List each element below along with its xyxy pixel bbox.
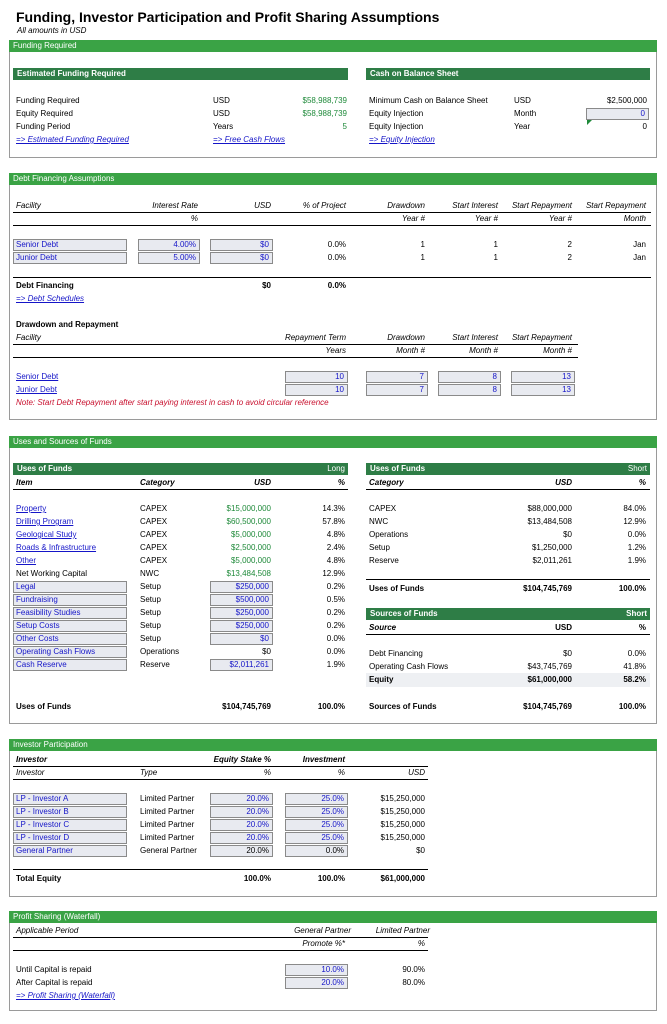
profit-after-gp-input[interactable]	[285, 977, 348, 989]
debt-total-usd: $0	[262, 281, 271, 290]
profit-until-label: Until Capital is repaid	[16, 965, 92, 974]
uses-row-3-item[interactable]: Roads & Infrastructure	[16, 543, 97, 552]
investor-row-0-name-input[interactable]	[13, 793, 127, 805]
investor-row-0-investment: 25.0%	[321, 794, 344, 803]
dr-senior-term: 10	[335, 372, 344, 381]
profit-col-gp: General Partner	[294, 926, 351, 935]
uses-long-total-pct: 100.0%	[317, 702, 345, 711]
investor-row-2-type: Limited Partner	[140, 820, 195, 829]
profit-header-rule-2	[13, 950, 428, 951]
sources-col-pct: %	[638, 623, 646, 632]
uses-row-9-item-input[interactable]	[13, 620, 127, 632]
junior-debt-rate: 5.00%	[173, 253, 196, 262]
investor-row-2-investment-input[interactable]	[285, 819, 348, 831]
debt-col-facility: Facility	[16, 201, 41, 210]
source-equity-pct: 58.2%	[623, 675, 646, 684]
inv-total-usd: $61,000,000	[380, 874, 425, 883]
uses-short-row-1-pct: 12.9%	[623, 517, 646, 526]
uses-short-row-2-usd: $0	[563, 530, 572, 539]
sources-total-label: Sources of Funds	[369, 702, 437, 711]
dr-junior-drawdown: 7	[419, 385, 424, 394]
uses-row-5-usd: $13,484,508	[226, 569, 271, 578]
source-equity-label: Equity	[369, 675, 394, 684]
min-cash-unit: USD	[514, 96, 531, 105]
investor-row-4-stake: 20.0%	[246, 846, 269, 855]
investor-row-2-name-input[interactable]	[13, 819, 127, 831]
dr-junior-interest: 8	[492, 385, 497, 394]
senior-debt-name-input[interactable]	[13, 239, 127, 251]
debt-col-rate: Interest Rate	[152, 201, 198, 210]
debt-col-start-repay: Start Repayment	[511, 201, 572, 210]
debt-col-rate-unit: %	[190, 214, 198, 223]
senior-debt-pct: 0.0%	[327, 240, 346, 249]
uses-row-7-item: Fundraising	[16, 595, 58, 604]
uses-row-11-category: Operations	[140, 647, 180, 656]
uses-row-6-item: Legal	[16, 582, 36, 591]
uses-row-12-usd: $2,011,261	[229, 660, 269, 669]
profit-after-gp: 20.0%	[321, 978, 344, 987]
inv-col-stake-unit: %	[263, 768, 271, 777]
equity-injection-link[interactable]: => Equity Injection	[369, 135, 435, 144]
uses-row-2-usd: $5,000,000	[230, 530, 271, 539]
senior-debt-rate-input[interactable]	[138, 239, 200, 251]
uses-row-7-pct: 0.5%	[326, 595, 345, 604]
uses-row-10-item-input[interactable]	[13, 633, 127, 645]
senior-debt-usd: $0	[260, 240, 269, 249]
source-debt-label: Debt Financing	[369, 649, 423, 658]
investor-row-3-usd: $15,250,000	[380, 833, 425, 842]
uses-row-1-usd: $60,500,000	[226, 517, 271, 526]
page-title: Funding, Investor Participation and Profit Sharing Assumptions	[16, 9, 440, 25]
uses-long-total-label: Uses of Funds	[16, 702, 72, 711]
uses-row-6-usd-input[interactable]	[210, 581, 273, 593]
debt-col-start-repay-unit: Year #	[548, 214, 572, 223]
investor-row-1-investment-input[interactable]	[285, 806, 348, 818]
senior-debt-repay: 2	[567, 240, 572, 249]
investor-row-4-usd: $0	[416, 846, 425, 855]
uses-short-row-0-usd: $88,000,000	[527, 504, 572, 513]
uses-col-pct: %	[337, 478, 345, 487]
inv-col-stake: Equity Stake %	[213, 755, 271, 764]
free-cash-flows-link[interactable]: => Free Cash Flows	[213, 135, 286, 144]
uses-long-total-usd: $104,745,769	[222, 702, 271, 711]
profit-header-rule	[13, 937, 428, 938]
uses-row-0-category: CAPEX	[140, 504, 168, 513]
uses-short-row-2-pct: 0.0%	[627, 530, 646, 539]
uses-short-row-0-category: CAPEX	[369, 504, 397, 513]
profit-col-lp: Limited Partner	[375, 926, 430, 935]
debt-col-start-repay-month-unit: Month	[623, 214, 646, 223]
uses-short-header	[366, 463, 650, 475]
debt-col-usd: USD	[254, 201, 271, 210]
uses-row-9-usd: $250,000	[235, 621, 269, 630]
uses-row-6-item-input[interactable]	[13, 581, 127, 593]
sources-tag: Short	[626, 609, 647, 618]
investor-row-4-stake-input[interactable]	[210, 845, 273, 857]
dr-junior-repay-input[interactable]	[511, 384, 575, 396]
uses-row-1-item[interactable]: Drilling Program	[16, 517, 74, 526]
investor-row-2-name: LP - Investor C	[16, 820, 70, 829]
investor-row-0-stake-input[interactable]	[210, 793, 273, 805]
uses-row-10-item: Other Costs	[16, 634, 59, 643]
min-cash-label: Minimum Cash on Balance Sheet	[369, 96, 488, 105]
source-ocf-pct: 41.8%	[623, 662, 646, 671]
uses-sources-section-bar: Uses and Sources of Funds	[9, 436, 657, 448]
senior-debt-drawdown: 1	[420, 240, 425, 249]
profit-section-bar: Profit Sharing (Waterfall)	[9, 911, 657, 923]
dr-senior-repay: 13	[562, 372, 571, 381]
junior-debt-name-input[interactable]	[13, 252, 127, 264]
dr-col-term: Repayment Term	[284, 333, 346, 342]
uses-row-8-usd-input[interactable]	[210, 607, 273, 619]
investor-row-3-type: Limited Partner	[140, 833, 195, 842]
estimated-funding-header: Estimated Funding Required	[13, 68, 348, 80]
investor-row-4-investment: 0.0%	[325, 846, 344, 855]
debt-total-pct: 0.0%	[327, 281, 346, 290]
uses-short-row-4-category: Reserve	[369, 556, 399, 565]
profit-col-gp-unit: Promote %*	[302, 939, 345, 948]
uses-row-10-category: Setup	[140, 634, 161, 643]
investor-row-3-stake-input[interactable]	[210, 832, 273, 844]
inv-col-investment: Investment	[302, 755, 345, 764]
source-equity-usd: $61,000,000	[527, 675, 572, 684]
profit-until-lp: 90.0%	[402, 965, 425, 974]
uses-long-tag: Long	[327, 464, 345, 473]
senior-debt-interest: 1	[493, 240, 498, 249]
inv-col-usd: USD	[408, 768, 425, 777]
dr-senior-interest-input[interactable]	[438, 371, 501, 383]
debt-col-start-repay-month: Start Repayment	[585, 201, 646, 210]
debt-col-drawdown-unit: Year #	[401, 214, 425, 223]
profit-after-lp: 80.0%	[402, 978, 425, 987]
equity-required-unit: USD	[213, 109, 230, 118]
investor-row-1-name: LP - Investor B	[16, 807, 69, 816]
dr-header-rule	[13, 344, 578, 345]
sources-col-source: Source	[369, 623, 397, 632]
debt-header-rule	[13, 212, 651, 213]
equity-injection-year-label: Equity Injection	[369, 122, 424, 131]
sources-total-pct: 100.0%	[618, 702, 646, 711]
profit-col-period: Applicable Period	[16, 926, 79, 935]
uses-row-7-item-input[interactable]	[13, 594, 127, 606]
dr-col-interest-unit: Month #	[469, 346, 498, 355]
uses-row-9-pct: 0.2%	[326, 621, 345, 630]
uses-short-row-1-usd: $13,484,508	[527, 517, 572, 526]
uses-row-3-pct: 2.4%	[326, 543, 345, 552]
inv-total-investment: 100.0%	[317, 874, 345, 883]
profit-sharing-link[interactable]: => Profit Sharing (Waterfall)	[16, 991, 116, 1000]
uses-short-col-pct: %	[638, 478, 646, 487]
investor-row-4-name: General Partner	[16, 846, 73, 855]
uses-row-12-pct: 1.9%	[326, 660, 345, 669]
uses-row-10-pct: 0.0%	[326, 634, 345, 643]
uses-row-9-usd-input[interactable]	[210, 620, 273, 632]
dr-junior-drawdown-input[interactable]	[366, 384, 428, 396]
dr-col-drawdown-unit: Month #	[396, 346, 425, 355]
funding-period-label: Funding Period	[16, 122, 71, 131]
uses-row-3-category: CAPEX	[140, 543, 168, 552]
equity-required-value: $58,988,739	[302, 109, 347, 118]
inv-col-investor: Investor	[16, 755, 48, 764]
investor-row-0-name: LP - Investor A	[16, 794, 69, 803]
uses-row-2-pct: 4.8%	[326, 530, 345, 539]
sources-header-rule	[366, 634, 650, 635]
uses-short-row-3-category: Setup	[369, 543, 390, 552]
uses-long-title: Uses of Funds	[17, 464, 73, 473]
dr-col-term-unit: Years	[325, 346, 346, 355]
junior-debt-name: Junior Debt	[16, 253, 57, 262]
profit-after-label: After Capital is repaid	[16, 978, 93, 987]
dr-col-interest: Start Interest	[452, 333, 498, 342]
uses-row-10-usd-input[interactable]	[210, 633, 273, 645]
uses-row-12-category: Reserve	[140, 660, 170, 669]
investor-row-1-usd: $15,250,000	[380, 807, 425, 816]
uses-row-3-usd: $2,500,000	[230, 543, 271, 552]
uses-col-usd: USD	[254, 478, 271, 487]
source-ocf-usd: $43,745,769	[527, 662, 572, 671]
inv-col-investor2: Investor	[16, 768, 45, 777]
uses-row-0-usd: $15,000,000	[226, 504, 271, 513]
investor-row-1-type: Limited Partner	[140, 807, 195, 816]
junior-debt-rate-input[interactable]	[138, 252, 200, 264]
debt-col-pct-project: % of Project	[302, 201, 346, 210]
uses-row-12-item: Cash Reserve	[16, 660, 67, 669]
debt-col-start-interest: Start Interest	[452, 201, 498, 210]
uses-row-12-item-input[interactable]	[13, 659, 127, 671]
uses-short-row-4-pct: 1.9%	[627, 556, 646, 565]
uses-short-col-usd: USD	[555, 478, 572, 487]
uses-row-7-usd-input[interactable]	[210, 594, 273, 606]
investor-row-1-name-input[interactable]	[13, 806, 127, 818]
investor-row-2-stake-input[interactable]	[210, 819, 273, 831]
investor-row-3-stake: 20.0%	[246, 833, 269, 842]
investor-row-0-investment-input[interactable]	[285, 793, 348, 805]
investor-row-4-name-input[interactable]	[13, 845, 127, 857]
dr-col-drawdown: Drawdown	[387, 333, 425, 342]
uses-row-8-category: Setup	[140, 608, 161, 617]
debt-col-start-interest-unit: Year #	[474, 214, 498, 223]
profit-until-gp: 10.0%	[321, 965, 344, 974]
inv-col-investment-unit: %	[337, 768, 345, 777]
investor-row-2-usd: $15,250,000	[380, 820, 425, 829]
investor-row-4-type: General Partner	[140, 846, 197, 855]
profit-until-gp-input[interactable]	[285, 964, 348, 976]
junior-debt-usd: $0	[260, 253, 269, 262]
uses-short-row-3-pct: 1.2%	[627, 543, 646, 552]
uses-row-1-pct: 57.8%	[322, 517, 345, 526]
source-debt-pct: 0.0%	[627, 649, 646, 658]
investor-row-4-investment-input[interactable]	[285, 845, 348, 857]
senior-debt-usd-input[interactable]	[210, 239, 273, 251]
uses-row-5-item: Net Working Capital	[16, 569, 87, 578]
uses-short-row-2-category: Operations	[369, 530, 409, 539]
profit-col-lp-unit: %	[417, 939, 425, 948]
dr-senior-repay-input[interactable]	[511, 371, 575, 383]
uses-row-12-usd-input[interactable]	[210, 659, 273, 671]
uses-col-item: Item	[16, 478, 33, 487]
senior-debt-name: Senior Debt	[16, 240, 59, 249]
source-debt-usd: $0	[563, 649, 572, 658]
dr-senior-drawdown: 7	[419, 372, 424, 381]
dr-senior-name[interactable]: Senior Debt	[16, 372, 59, 381]
dr-junior-term: 10	[335, 385, 344, 394]
sources-total-usd: $104,745,769	[523, 702, 572, 711]
debt-total-rule	[13, 277, 651, 278]
debt-schedules-link[interactable]: => Debt Schedules	[16, 294, 85, 303]
investor-row-1-stake-input[interactable]	[210, 806, 273, 818]
sources-header	[366, 608, 650, 620]
cash-balance-header: Cash on Balance Sheet	[366, 68, 650, 80]
inv-total-stake: 100.0%	[243, 874, 271, 883]
dr-senior-term-input[interactable]	[285, 371, 348, 383]
uses-col-category: Category	[140, 478, 175, 487]
uses-short-row-3-usd: $1,250,000	[531, 543, 572, 552]
uses-row-11-usd: $0	[262, 647, 271, 656]
equity-injection-year-unit: Year	[514, 122, 531, 131]
dr-col-facility: Facility	[16, 333, 41, 342]
funding-section-bar: Funding Required	[9, 40, 657, 52]
uses-short-row-0-pct: 84.0%	[623, 504, 646, 513]
uses-row-11-pct: 0.0%	[326, 647, 345, 656]
equity-injection-month-label: Equity Injection	[369, 109, 424, 118]
uses-row-2-item[interactable]: Geological Study	[16, 530, 77, 539]
debt-col-drawdown: Drawdown	[387, 201, 425, 210]
sources-title: Sources of Funds	[370, 609, 438, 618]
investor-row-3-name: LP - Investor D	[16, 833, 70, 842]
uses-short-total-pct: 100.0%	[618, 584, 646, 593]
dr-senior-interest: 8	[492, 372, 497, 381]
dr-col-repay-unit: Month #	[543, 346, 572, 355]
junior-debt-pct: 0.0%	[327, 253, 346, 262]
uses-row-7-usd: $500,000	[235, 595, 269, 604]
equity-injection-month-value: 0	[640, 109, 645, 118]
uses-row-11-item-input[interactable]	[13, 646, 127, 658]
dr-junior-interest-input[interactable]	[438, 384, 501, 396]
inv-header-rule	[13, 766, 428, 767]
uses-row-8-item: Feasibility Studies	[16, 608, 81, 617]
source-ocf-label: Operating Cash Flows	[369, 662, 449, 671]
junior-debt-interest: 1	[493, 253, 498, 262]
investor-row-1-stake: 20.0%	[246, 807, 269, 816]
sources-col-usd: USD	[555, 623, 572, 632]
dr-junior-name[interactable]: Junior Debt	[16, 385, 57, 394]
uses-row-4-category: CAPEX	[140, 556, 168, 565]
dr-junior-repay: 13	[562, 385, 571, 394]
dr-header-rule-2	[13, 357, 578, 358]
funding-period-value: 5	[342, 122, 347, 131]
uses-long-header	[13, 463, 348, 475]
funding-required-label: Funding Required	[16, 96, 80, 105]
estimated-funding-link[interactable]: => Estimated Funding Required	[16, 135, 129, 144]
investor-section-bar: Investor Participation	[9, 739, 657, 751]
uses-short-col-category: Category	[369, 478, 404, 487]
senior-debt-month: Jan	[633, 240, 646, 249]
investor-row-0-type: Limited Partner	[140, 794, 195, 803]
uses-short-tag: Short	[627, 464, 647, 473]
dr-junior-term-input[interactable]	[285, 384, 348, 396]
uses-row-9-item: Setup Costs	[16, 621, 60, 630]
uses-row-0-pct: 14.3%	[322, 504, 345, 513]
drawdown-repayment-title: Drawdown and Repayment	[16, 320, 119, 329]
junior-debt-usd-input[interactable]	[210, 252, 273, 264]
uses-short-row-4-usd: $2,011,261	[532, 556, 572, 565]
senior-debt-rate: 4.00%	[173, 240, 196, 249]
uses-row-8-pct: 0.2%	[326, 608, 345, 617]
investor-row-1-investment: 25.0%	[321, 807, 344, 816]
inv-total-rule	[13, 869, 428, 870]
inv-col-type: Type	[140, 768, 158, 777]
uses-row-9-category: Setup	[140, 621, 161, 630]
equity-injection-month-unit: Month	[514, 109, 537, 118]
uses-row-4-pct: 4.8%	[326, 556, 345, 565]
dr-col-repay: Start Repayment	[511, 333, 572, 342]
equity-required-label: Equity Required	[16, 109, 73, 118]
junior-debt-repay: 2	[567, 253, 572, 262]
funding-required-unit: USD	[213, 96, 230, 105]
uses-header-rule	[13, 489, 348, 490]
investor-row-3-name-input[interactable]	[13, 832, 127, 844]
uses-short-total-rule	[366, 579, 650, 580]
debt-section-bar: Debt Financing Assumptions	[9, 173, 657, 185]
uses-row-6-category: Setup	[140, 582, 161, 591]
debt-total-label: Debt Financing	[16, 281, 74, 290]
investor-row-2-stake: 20.0%	[246, 820, 269, 829]
uses-short-header-rule	[366, 489, 650, 490]
equity-injection-month-input[interactable]	[586, 108, 649, 120]
uses-row-5-category: NWC	[140, 569, 160, 578]
min-cash-value: $2,500,000	[606, 96, 647, 105]
uses-row-4-usd: $5,000,000	[230, 556, 271, 565]
uses-row-6-usd: $250,000	[235, 582, 269, 591]
uses-row-5-pct: 12.9%	[322, 569, 345, 578]
uses-row-8-item-input[interactable]	[13, 607, 127, 619]
investor-row-3-investment-input[interactable]	[285, 832, 348, 844]
investor-row-2-investment: 25.0%	[321, 820, 344, 829]
uses-row-2-category: CAPEX	[140, 530, 168, 539]
debt-header-rule-2	[13, 225, 651, 226]
page-subtitle: All amounts in USD	[17, 26, 87, 35]
inv-total-label: Total Equity	[16, 874, 62, 883]
junior-debt-month: Jan	[633, 253, 646, 262]
investor-row-3-investment: 25.0%	[321, 833, 344, 842]
uses-short-total-label: Uses of Funds	[369, 584, 425, 593]
uses-row-0-item[interactable]: Property	[16, 504, 47, 513]
debt-note: Note: Start Debt Repayment after start paying interest in cash to avoid circular reference	[16, 398, 329, 407]
uses-row-1-category: CAPEX	[140, 517, 168, 526]
uses-row-4-item[interactable]: Other	[16, 556, 37, 565]
funding-required-value: $58,988,739	[302, 96, 347, 105]
uses-short-total-usd: $104,745,769	[523, 584, 572, 593]
junior-debt-drawdown: 1	[420, 253, 425, 262]
uses-row-7-category: Setup	[140, 595, 161, 604]
investor-row-0-stake: 20.0%	[246, 794, 269, 803]
investor-row-0-usd: $15,250,000	[380, 794, 425, 803]
uses-row-6-pct: 0.2%	[326, 582, 345, 591]
dr-senior-drawdown-input[interactable]	[366, 371, 428, 383]
funding-period-unit: Years	[213, 122, 234, 131]
uses-row-8-usd: $250,000	[235, 608, 269, 617]
inv-header-rule-2	[13, 779, 428, 780]
uses-row-10-usd: $0	[260, 634, 269, 643]
uses-row-11-item: Operating Cash Flows	[16, 647, 96, 656]
uses-short-row-1-category: NWC	[369, 517, 389, 526]
equity-injection-year-value: 0	[642, 122, 647, 131]
uses-short-title: Uses of Funds	[370, 464, 426, 473]
